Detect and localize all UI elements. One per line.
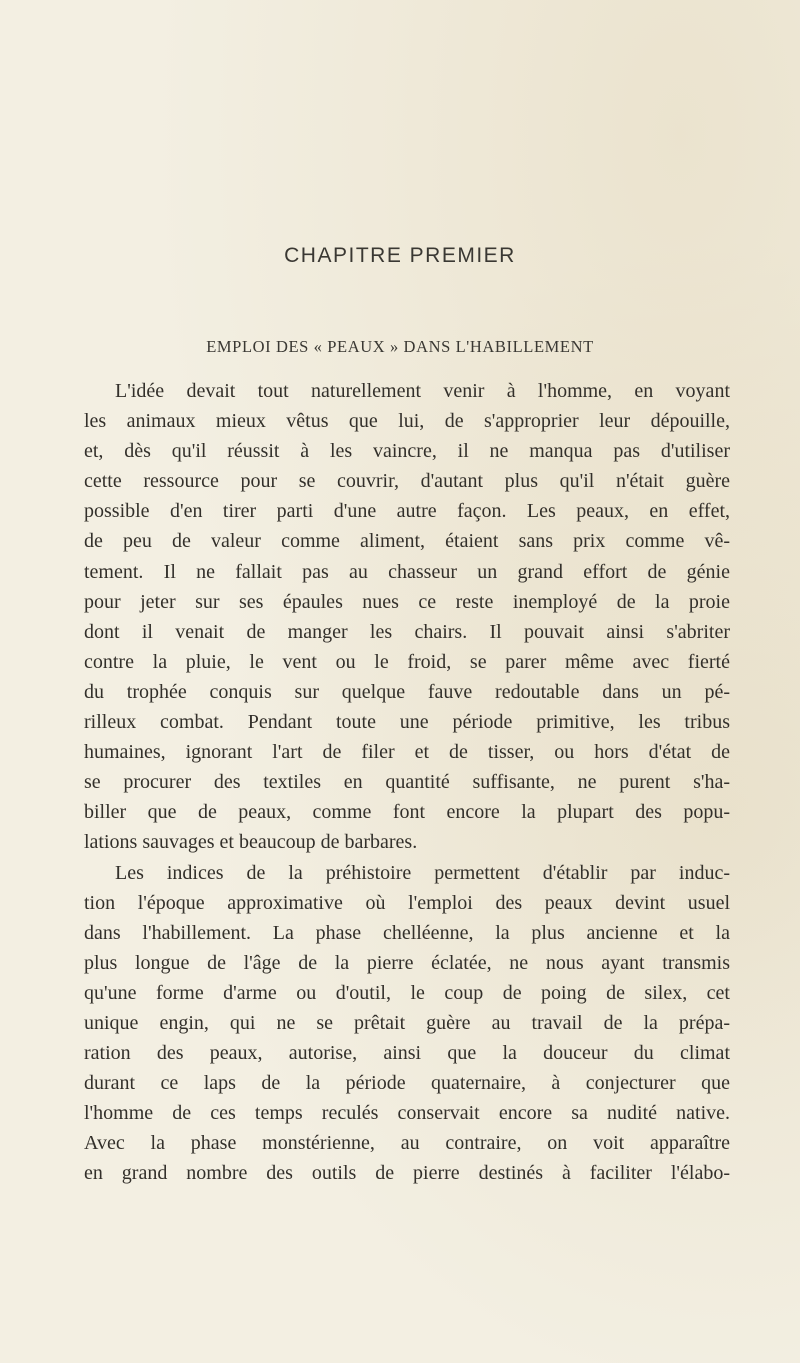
text-line: ration des peaux, autorise, ainsi que la douceur du climat (84, 1042, 730, 1065)
text-line: de peu de valeur comme aliment, étaient sans prix comme vê- (84, 530, 730, 553)
text-line: les animaux mieux vêtus que lui, de s'approprier leur dépouille, (84, 410, 730, 433)
text-line: humaines, ignorant l'art de filer et de tisser, ou hors d'état de (84, 741, 730, 764)
text-line: Avec la phase monstérienne, au contraire, on voit apparaître (84, 1132, 730, 1155)
text-line: possible d'en tirer parti d'une autre façon. Les peaux, en effet, (84, 500, 730, 523)
text-line: pour jeter sur ses épaules nues ce reste inemployé de la proie (84, 590, 730, 613)
text-line: L'idée devait tout naturellement venir à l'homme, en voyant (115, 380, 730, 402)
text-line: tion l'époque approximative où l'emploi des peaux devint usuel (84, 891, 730, 914)
text-line: Les indices de la préhistoire permettent d'établir par induc- (115, 861, 730, 884)
text-line: se procurer des textiles en quantité suffisante, ne purent s'ha- (84, 771, 730, 794)
body-text (84, 376, 730, 1189)
section-title: EMPLOI DES « PEAUX » DANS L'HABILLEMENT (206, 337, 594, 356)
text-line: du trophée conquis sur quelque fauve redoutable dans un pé- (84, 680, 730, 703)
text-line: tement. Il ne fallait pas au chasseur un grand effort de génie (84, 560, 730, 583)
text-line: plus longue de l'âge de la pierre éclatée, ne nous ayant transmis (84, 951, 730, 974)
text-line: dont il venait de manger les chairs. Il pouvait ainsi s'abriter (84, 620, 730, 643)
text-line: en grand nombre des outils de pierre destinés à faciliter l'élabo- (84, 1162, 730, 1185)
text-line: et, dès qu'il réussit à les vaincre, il ne manqua pas d'utiliser (84, 440, 730, 463)
text-line: durant ce laps de la période quaternaire, à conjecturer que (84, 1072, 730, 1095)
chapter-title: CHAPITRE PREMIER (284, 244, 516, 267)
text-line: qu'une forme d'arme ou d'outil, le coup de poing de silex, cet (84, 981, 730, 1004)
text-line: contre la pluie, le vent ou le froid, se parer même avec fierté (84, 650, 730, 673)
text-line: lations sauvages et beaucoup de barbares. (84, 831, 418, 854)
text-line: l'homme de ces temps reculés conservait encore sa nudité native. (84, 1102, 730, 1125)
text-line: dans l'habillement. La phase chelléenne, la plus ancienne et la (84, 921, 730, 944)
text-line: rilleux combat. Pendant toute une période primitive, les tribus (84, 711, 730, 734)
text-line: biller que de peaux, comme font encore la plupart des popu- (84, 801, 730, 824)
text-line: cette ressource pour se couvrir, d'autant plus qu'il n'était guère (84, 470, 730, 493)
text-line: unique engin, qui ne se prêtait guère au travail de la prépa- (84, 1011, 730, 1034)
